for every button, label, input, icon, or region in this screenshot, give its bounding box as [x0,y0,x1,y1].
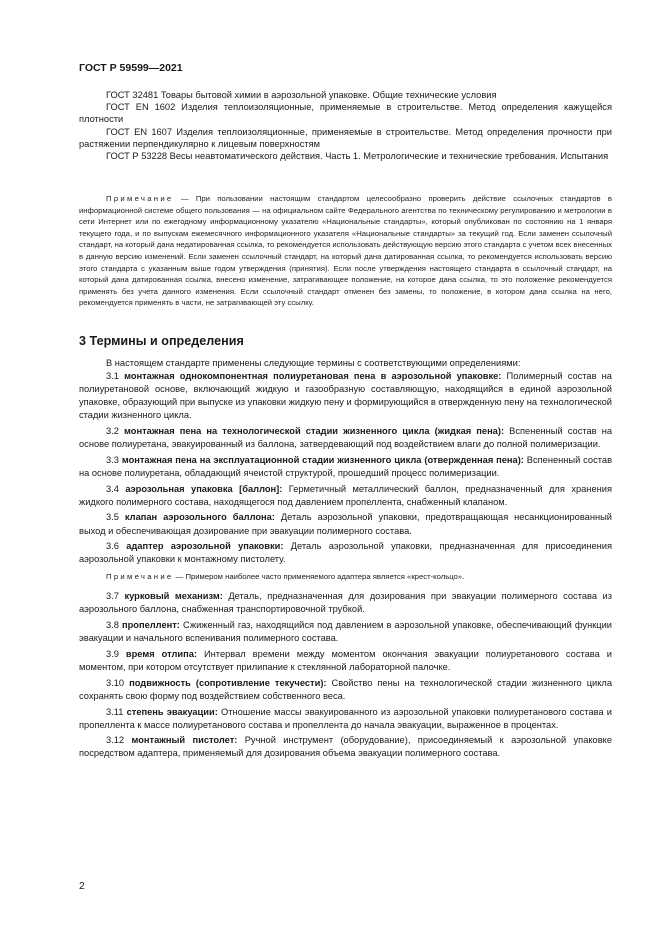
section-intro: В настоящем стандарте применены следующие термины с соответствующими определениями: [106,358,521,368]
document-header: ГОСТ Р 59599—2021 [79,62,183,74]
term-definition: Деталь аэрозольной упаковки, предназначенная для присоединения аэрозольной упаковки к монтажному пистолету. [79,541,613,565]
term-entry: 3.7 курковый механизм: Деталь, предназначенная для дозирования при эвакуации полимерного состава из аэрозольного баллона, снабженная транспортировочной трубкой. [79,591,612,615]
note-label: Примечание [106,572,174,582]
term-name: монтажная пена на эксплуатационной стадии жизненного цикла (отвержденная пена): [121,454,524,465]
page-number: 2 [79,880,85,892]
term-note [79,571,612,583]
references-list [79,89,612,162]
references-note [79,193,612,309]
term-entry: 3.3 монтажная пена на эксплуатационной стадии жизненного цикла (отвержденная пена): Вспененный состав на основе полиуретана, обладающий ячеистой структурой, прошедший процесс полимеризации. [79,454,613,478]
term-name: курковый механизм: [124,591,223,602]
term-definition: Интервал времени между моментом окончания эвакуации полиуретанового состава и моментом, при котором отсутствует прилипание к стеклянной лабораторной палочке. [79,648,612,673]
term-entry: 3.11 степень эвакуации: Отношение массы эвакуированного из аэрозольной упаковки полиуретанового состава и пропеллента к массе полиуретанового состава и пропеллента до начала эвакуации, выраженное в процентах. [79,706,612,730]
term-name: подвижность (сопротивление текучести): [129,677,327,688]
term-entry: 3.6 адаптер аэрозольной упаковки: Деталь аэрозольной упаковки, предназначенная для присоединения аэрозольной упаковки к монтажному пистолету. [79,541,613,565]
section-heading: 3 Термины и определения [79,334,244,348]
term-definition: Сжиженный газ, находящийся под давлением в аэрозольной упаковке, обеспечивающий функции эвакуации и начального вспенивания полимерного состава. [79,620,612,644]
term-definition: Герметичный металлический баллон, предназначенный для хранения жидкого полимерного состава, находящегося под давлением пропеллента, снабженный клапаном. [79,483,612,507]
note-label: Примечание [106,194,174,203]
reference-item: ГОСТ 32481 Товары бытовой химии в аэрозольной упаковке. Общие технические условия [106,90,497,100]
term-definition: Ручной инструмент (оборудование), присоединяемый к аэрозольной упаковке посредством адаптера, применяемый для дозирования объема эвакуации полимерного состава. [79,735,612,759]
term-entry: 3.10 подвижность (сопротивление текучести): Свойство пены на технологической стадии жизненного цикла сохранять свою форму под воздействием собственного веса. [79,677,613,701]
term-name: аэрозольная упаковка [баллон]: [125,483,283,494]
term-definition: Полимерный состав на полиуретановой основе, включающий жидкую и газообразную составляющую, находящийся в единой аэрозольной упаковке, образующий при выпуске из упаковки жидкую пену и формирующийся в отвержденную пену на технологической стадии жизненного цикла. [79,371,612,421]
term-name: клапан аэрозольного баллона: [124,512,275,523]
term-name: адаптер аэрозольной упаковки: [126,541,284,552]
term-name: монтажная однокомпонентная полиуретановая пена в аэрозольной упаковке: [124,371,502,382]
term-definition: Деталь аэрозольной упаковки, предотвращающая несанкционированный выход и обеспечивающая дозирование при эвакуации полимерного состава. [79,512,612,536]
term-entry: 3.2 монтажная пена на технологической стадии жизненного цикла (жидкая пена): Вспененный состав на основе полиуретана, эвакуированный из баллона, затвердевающий под воздействием влаги до полной полимеризации. [79,426,613,450]
reference-item: ГОСТ EN 1602 Изделия теплоизоляционные, применяемые в строительстве. Метод определения кажущейся плотности [79,102,612,125]
terms-section [79,357,612,763]
term-entry: 3.4 аэрозольная упаковка [баллон]: Герметичный металлический баллон, предназначенный для хранения жидкого полимерного состава, находящегося под давлением пропеллента, снабженный клапаном. [79,483,612,507]
term-name: монтажная пена на технологической стадии жизненного цикла (жидкая пена): [124,426,505,437]
note-text: — Примером наиболее часто применяемого адаптера является «крест-кольцо». [173,572,465,582]
reference-item: ГОСТ EN 1607 Изделия теплоизоляционные, применяемые в строительстве. Метод определения прочности при растяжении перпендикулярно к лицевым поверхностям [79,126,612,149]
term-entry: 3.5 клапан аэрозольного баллона: Деталь аэрозольной упаковки, предотвращающая несанкционированный выход и обеспечивающая дозирование при эвакуации полимерного состава. [79,512,612,536]
reference-item: ГОСТ Р 53228 Весы неавтоматического действия. Часть 1. Метрологические и технические требования. Испытания [106,151,609,162]
term-name: время отлипа: [125,648,197,659]
term-entry: 3.9 время отлипа: Интервал времени между моментом окончания эвакуации полиуретанового состава и моментом, при котором отсутствует прилипание к стеклянной лабораторной палочке. [79,648,612,673]
term-definition: Свойство пены на технологической стадии жизненного цикла сохранять свою форму под воздействием собственного веса. [79,677,613,701]
term-entry: 3.8 пропеллент: Сжиженный газ, находящийся под давлением в аэрозольной упаковке, обеспечивающий функции эвакуации и начального вспенивания полимерного состава. [79,620,612,644]
note-text: — При пользовании настоящим стандартом целесообразно проверить действие ссылочных стандартов в информационной системе общего пользования — на официальном сайте Федерального агентства по техническому регулированию и метрологии в сети Интернет или по ежегодному информационному указателю «Национальные стандарты», который опубликован по состоянию на 1 января текущего года, и по выпускам ежемесячного информационного указателя «Национальные стандарты» за текущий год. Если заменен ссылочный стандарт, на который дана недатированная ссылка, то рекомендуется использовать действующую версию этого стандарта с учетом всех внесенных в данную версию изменений. Если заменен ссылочный стандарт, на который дана датированная ссылка, то рекомендуется использовать версию этого стандарта с указанным выше годом утверждения (принятия). Если после утверждения настоящего стандарта в ссылочный стандарт, на который дана датированная ссылка, внесено изменение, затрагивающее положение, на которое дана ссылка, то это положение рекомендуется применять без учета данного изменения. Если ссылочный стандарт отменен без замены, то положение, в котором дана ссылка на него, рекомендуется применять в части, не затрагивающей эту ссылку. [79,194,612,308]
term-definition: Отношение массы эвакуированного из аэрозольной упаковки полиуретанового состава и пропеллента к массе полиуретанового состава и пропеллента до начала эвакуации, выраженное в процентах. [79,706,612,730]
term-entry: 3.12 монтажный пистолет: Ручной инструмент (оборудование), присоединяемый к аэрозольной упаковке посредством адаптера, применяемый для дозирования объема эвакуации полимерного состава. [79,735,612,759]
term-name: степень эвакуации: [126,706,218,717]
term-name: пропеллент: [122,620,180,631]
term-entry: 3.1 монтажная однокомпонентная полиуретановая пена в аэрозольной упаковке: Полимерный состав на полиуретановой основе, включающий жидкую и газообразную составляющую, находящийся в единой аэрозольной упаковке, образующий при выпуске из упаковки жидкую пену и формирующийся в отвержденную пену на технологической стадии жизненного цикла. [79,371,612,421]
term-definition: Деталь, предназначенная для дозирования при эвакуации полимерного состава из аэрозольного баллона, снабженная транспортировочной трубкой. [79,591,612,615]
term-definition: Вспененный состав на основе полиуретана, эвакуированный из баллона, затвердевающий под воздействием влаги до полной полимеризации. [79,426,613,450]
term-definition: Вспененный состав на основе полиуретана, обладающий ячеистой структурой, прошедший процесс полимеризации. [79,454,613,478]
term-name: монтажный пистолет: [131,735,238,746]
